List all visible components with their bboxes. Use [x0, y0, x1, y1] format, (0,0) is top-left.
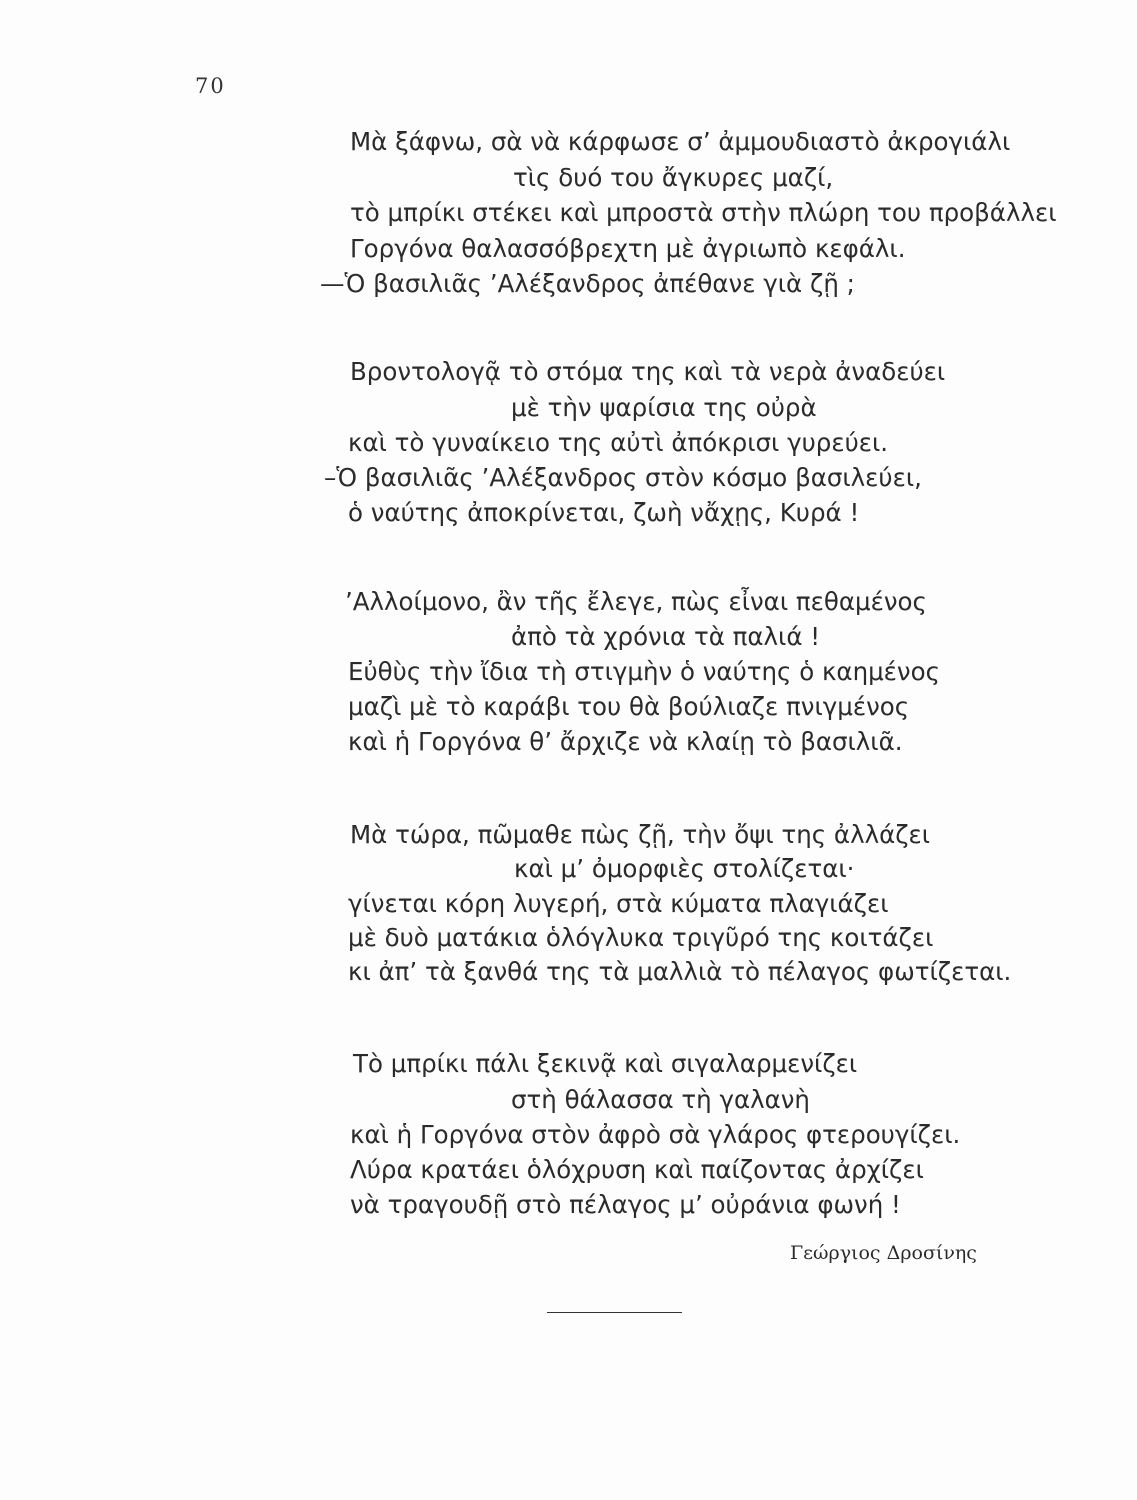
poem-line: ἀπὸ τὰ χρόνια τὰ παλιά !: [511, 622, 821, 651]
author-signature: Γεώργιος Δροσίνης: [790, 1242, 977, 1264]
poem-line: Μὰ τώρα, πῶμαθε πὼς ζῇ, τὴν ὄψι της ἀλλάζει: [350, 820, 931, 849]
poem-line: μὲ δυὸ ματάκια ὁλόγλυκα τριγῦρό της κοιτάζει: [348, 923, 934, 952]
poem-line: Τὸ μπρίκι πάλι ξεκινᾷ καὶ σιγαλαρμενίζει: [353, 1049, 858, 1078]
poem-line: καὶ ἡ Γοργόνα στὸν ἀφρὸ σὰ γλάρος φτερουγίζει.: [350, 1120, 961, 1149]
poem-line: μαζὶ μὲ τὸ καράβι του θὰ βούλιαζε πνιγμένος: [348, 692, 910, 721]
poem-line: στὴ θάλασσα τὴ γαλανὴ: [511, 1085, 810, 1114]
poem-line: γίνεται κόρη λυγερή, στὰ κύματα πλαγιάζει: [348, 889, 889, 918]
poem-line: –Ὁ βασιλιᾶς ’Αλέξανδρος στὸν κόσμο βασιλεύει,: [324, 463, 922, 492]
poem-line: Γοργόνα θαλασσόβρεχτη μὲ ἀγριωπὸ κεφάλι.: [350, 234, 906, 263]
poem-line: Βροντολογᾷ τὸ στόμα της καὶ τὰ νερὰ ἀναδεύει: [350, 357, 946, 386]
poem-line: καὶ ἡ Γοργόνα θ’ ἄρχιζε νὰ κλαίῃ τὸ βασιλιᾶ.: [348, 727, 903, 756]
poem-line: Εὐθὺς τὴν ἴδια τὴ στιγμὴν ὁ ναύτης ὁ καημένος: [348, 657, 940, 686]
poem-line: Μὰ ξάφνω, σὰ νὰ κάρφωσε σ’ ἀμμουδιαστὸ ἀκρογιάλι: [350, 127, 1011, 156]
poem-line: νὰ τραγουδῇ στὸ πέλαγος μ’ οὐράνια φωνή !: [350, 1190, 901, 1219]
poem-line: —Ὁ βασιλιᾶς ’Αλέξανδρος ἀπέθανε γιὰ ζῇ ;: [320, 269, 855, 298]
poem-line: καὶ τὸ γυναίκειο της αὐτὶ ἀπόκρισι γυρεύει.: [348, 428, 889, 457]
poem-line: ’Αλλοίμονο, ἂν τῆς ἔλεγε, πὼς εἶναι πεθαμένος: [345, 587, 927, 616]
end-rule-divider: [547, 1312, 682, 1313]
poem-line: καὶ μ’ ὀμορφιὲς στολίζεται·: [514, 854, 855, 883]
poem-line: ὁ ναύτης ἀποκρίνεται, ζωὴ νἄχῃς, Κυρά !: [348, 498, 860, 527]
poem-line: τὶς δυό του ἄγκυρες μαζί,: [513, 163, 834, 192]
poem-line: μὲ τὴν ψαρίσια της οὐρὰ: [511, 393, 817, 422]
page-number: 70: [195, 74, 226, 98]
poem-line: Λύρα κρατάει ὁλόχρυση καὶ παίζοντας ἀρχίζει: [350, 1155, 924, 1184]
poem-line: τὸ μπρίκι στέκει καὶ μπροστὰ στὴν πλώρη του προβάλλει: [350, 198, 1057, 227]
poem-line: κι ἀπ’ τὰ ξανθά της τὰ μαλλιὰ τὸ πέλαγος φωτίζεται.: [348, 957, 1012, 986]
